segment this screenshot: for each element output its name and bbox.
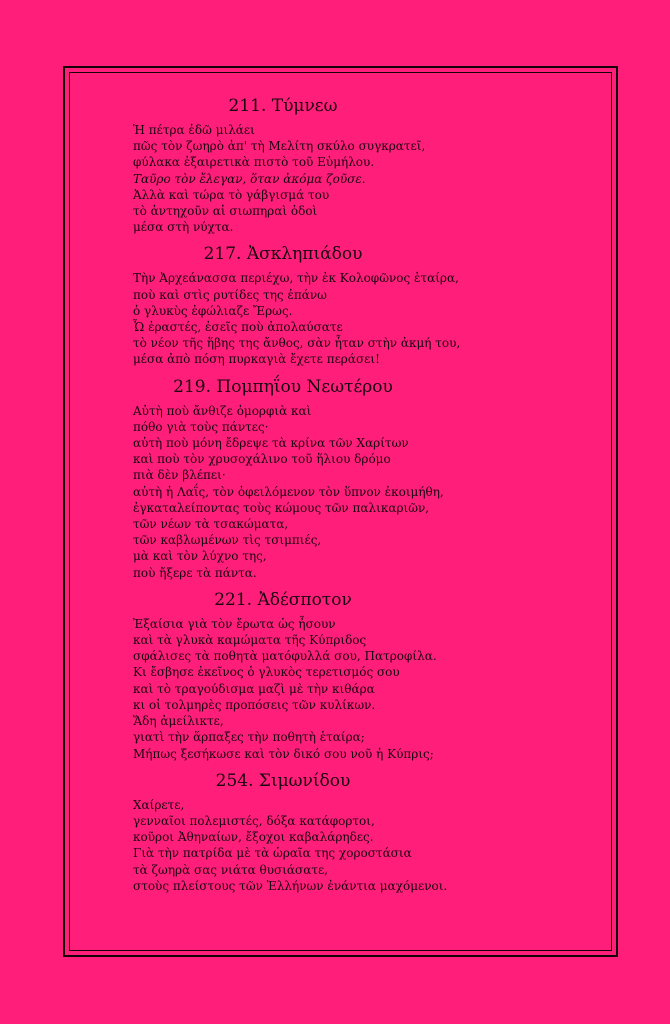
poem-line: Ἀλλὰ καὶ τώρα τὸ γάβγισμά του xyxy=(133,187,330,202)
poem-219 xyxy=(133,377,573,581)
poem-line: Μήπως ξεσήκωσε καὶ τὸν δικό σου νοῦ ἡ Κύπρις; xyxy=(133,746,434,761)
poem-line: κι οἱ τολμηρὲς προπόσεις τῶν κυλίκων. xyxy=(133,697,376,712)
poem-line: ποὺ καὶ στὶς ρυτίδες της ἐπάνω xyxy=(133,287,327,302)
poem-line: τὸ νέον τῆς ἥβης της ἄνθος, σὰν ἦταν στὴν ἀκμή του, xyxy=(133,336,461,351)
poem-254 xyxy=(133,771,573,894)
poem-line: Ταῦρο τὸν ἔλεγαν, ὅταν ἀκόμα ζοῦσε. xyxy=(133,171,366,186)
poem-line: Τὴν Ἀρχεάνασσα περιέχω, τὴν ἐκ Κολοφῶνος ἑταίρα, xyxy=(133,271,459,286)
poem-title: 219. Πομπηΐου Νεωτέρου xyxy=(173,376,393,397)
poems-container xyxy=(133,96,573,894)
poem-line: Αὐτὴ ποὺ ἄνθιζε ὀμορφιὰ καὶ xyxy=(133,403,312,418)
poem-line: Ἡ πέτρα ἐδῶ μιλάει xyxy=(133,123,255,137)
poem-211 xyxy=(133,96,573,235)
poem-line: καὶ τὸ τραγούδισμα μαζὶ μὲ τὴν κιθάρα xyxy=(133,681,375,696)
poem-line: μέσα στὴ νύχτα. xyxy=(133,220,234,235)
poem-title: 217. Ἀσκληπιάδου xyxy=(203,244,363,265)
poem-line: πῶς τὸν ζωηρὸ ἀπ' τὴ Μελίτη σκύλο συγκρατεῖ, xyxy=(133,139,426,154)
poem-line: γενναῖοι πολεμιστές, δόξα κατάφορτοι, xyxy=(133,813,375,828)
poem-line: αὐτὴ ἡ Λαΐς, τὸν ὀφειλόμενον τὸν ὕπνον ἐκοιμήθη, xyxy=(133,484,444,499)
poem-title: 254. Σιμωνίδου xyxy=(215,770,351,791)
poem-line: πόθο γιὰ τοὺς πάντες· xyxy=(133,419,269,434)
poem-line: Ἅδη ἀμείλικτε, xyxy=(133,714,224,729)
poem-line: τῶν νέων τὰ τσακώματα, xyxy=(133,517,289,532)
poem-line: ἐγκαταλείποντας τοὺς κώμους τῶν παλικαριῶν, xyxy=(133,500,430,515)
poem-217 xyxy=(133,244,573,367)
poem-221 xyxy=(133,590,573,762)
poem-line: καὶ τὰ γλυκὰ καμώματα τῆς Κύπριδος xyxy=(133,633,367,648)
poem-line: Κι ἔσβησε ἐκεῖνος ὁ γλυκὸς τερετισμός σου xyxy=(133,665,400,680)
poem-line: μέσα ἀπὸ πόση πυρκαγιὰ ἔχετε περάσει! xyxy=(133,352,380,367)
poem-line: κοῦροι Ἀθηναίων, ἔξοχοι καβαλάρηδες. xyxy=(133,830,374,845)
poem-line: τῶν καβλωμένων τὶς τσιμπιές, xyxy=(133,533,322,548)
poem-line: Χαίρετε, xyxy=(133,797,185,812)
poem-title: 211. Τύμνεω xyxy=(228,96,338,116)
poem-line: Γιὰ τὴν πατρίδα μὲ τὰ ὡραῖα της χοροστάσια xyxy=(133,846,412,861)
poem-line: αὐτὴ ποὺ μόνη ἔδρεψε τὰ κρίνα τῶν Χαρίτων xyxy=(133,436,409,451)
poem-title: 221. Ἀδέσποτον xyxy=(214,589,352,610)
poem-line: τὸ ἀντηχοῦν αἱ σιωπηραὶ ὁδοὶ xyxy=(133,204,318,219)
poem-line: Ἐξαίσια γιὰ τὸν ἔρωτα ὡς ἦσουν xyxy=(133,616,336,631)
poem-line: τὰ ζωηρὰ σας νιάτα θυσιάσατε, xyxy=(133,862,328,877)
poem-line: στοὺς πλείστους τῶν Ἑλλήνων ἐνάντια μαχόμενοι. xyxy=(133,878,448,893)
poem-line: ποὺ ἤξερε τὰ πάντα. xyxy=(133,565,257,580)
poem-line: μὰ καὶ τὸν λύχνο της, xyxy=(133,549,267,564)
poem-line: γιατὶ τὴν ἅρπαξες τὴν ποθητὴ ἑταίρα; xyxy=(133,730,365,745)
poem-line: πιὰ δὲν βλέπει· xyxy=(133,468,226,483)
poem-line: ὁ γλυκὺς ἐφώλιαζε Ἔρως. xyxy=(133,303,293,318)
poem-line: καὶ ποὺ τὸν χρυσοχάλινο τοῦ ἥλιου δρόμο xyxy=(133,452,391,467)
poem-line: φύλακα ἐξαιρετικὰ πιστὸ τοῦ Εὐμήλου. xyxy=(133,155,375,170)
poem-line: σφάλισες τὰ ποθητὰ ματόφυλλά σου, Πατροφίλα. xyxy=(133,649,437,664)
poem-line: Ὦ ἐραστές, ἐσεῖς ποὺ ἀπολαύσατε xyxy=(133,320,343,335)
